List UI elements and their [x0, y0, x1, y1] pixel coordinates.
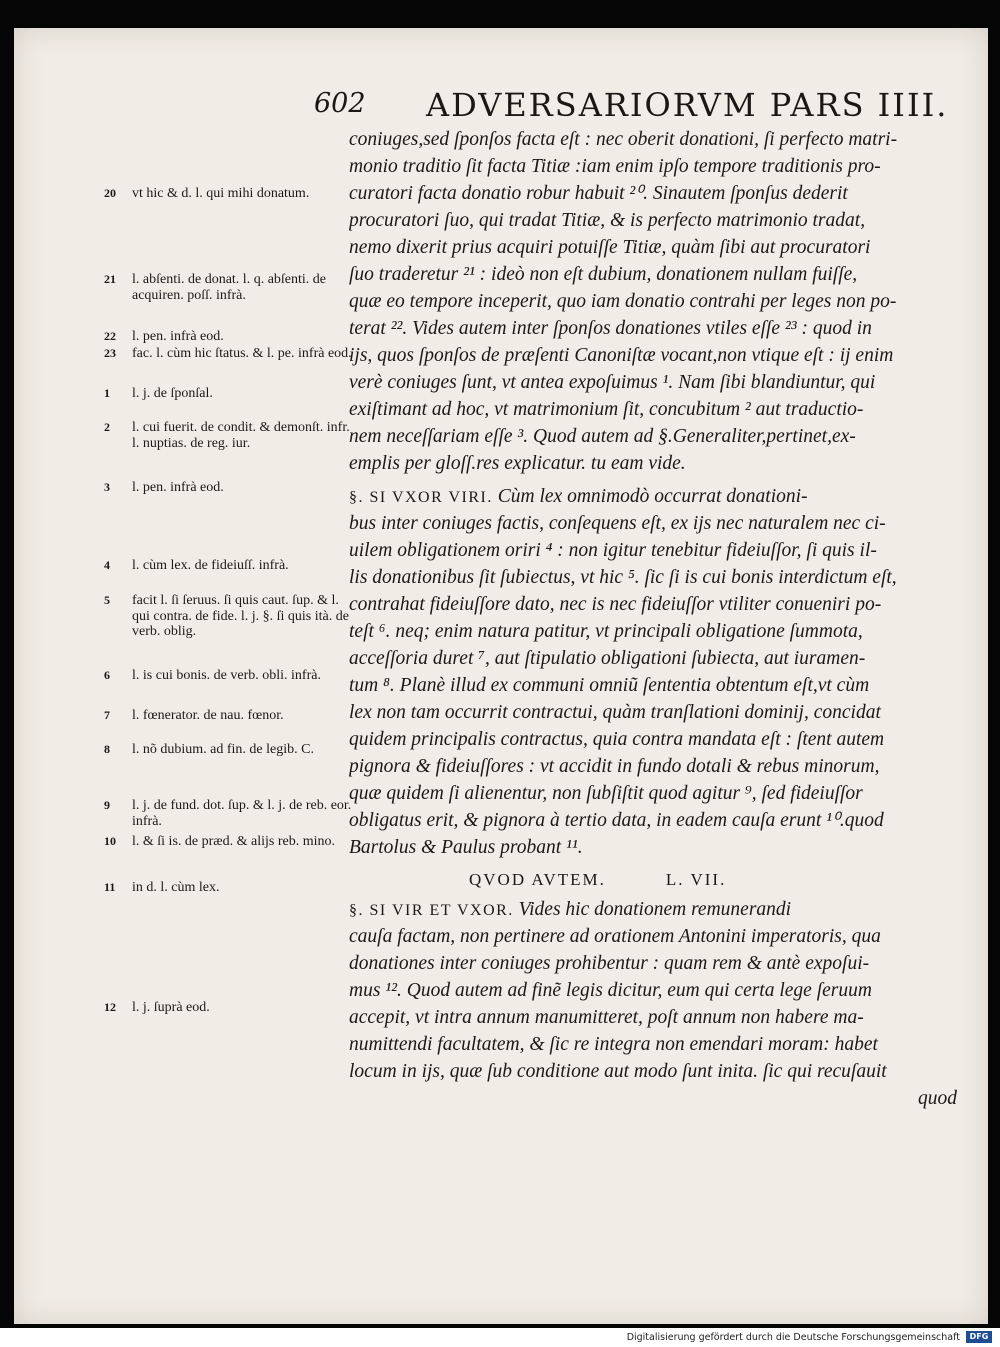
note-text: l. pen. infrà eod.	[132, 480, 224, 495]
text-line: uilem obligationem oriri ⁴ : non igitur tenebitur fideiuſſor, ſi quis il-	[349, 540, 877, 561]
note-number: 6	[104, 668, 110, 682]
text-line: cauſa factam, non pertinere ad orationem Antonini imperatoris, qua	[349, 926, 881, 947]
margin-note	[104, 880, 354, 896]
note-number: 11	[104, 880, 116, 894]
section-first-line	[349, 896, 967, 923]
heading-left: QVOD AVTEM.	[469, 870, 606, 889]
note-text: l. cui fuerit. de condit. & demonſt. infr. l. nuptias. de reg. iur.	[132, 420, 350, 451]
text-line: bus inter coniuges factis, conſequens eſt, ex ijs nec naturalem nec ci-	[349, 513, 886, 534]
margin-note	[104, 708, 354, 724]
note-text: l. j. de ſponſal.	[132, 386, 213, 401]
note-text: vt hic & d. l. qui mihi donatum.	[132, 186, 310, 201]
section-first-line-text: Cùm lex omnimodò occurrat donationi-	[492, 486, 808, 507]
note-number: 3	[104, 480, 110, 494]
margin-note	[104, 798, 354, 829]
text-line: emplis per gloſſ.res explicatur. tu eam vide.	[349, 453, 686, 474]
margin-note	[104, 742, 354, 758]
text-line: pignora & fideiuſſores : vt accidit in fundo dotali & rebus minorum,	[349, 756, 880, 777]
text-line: procuratori ſuo, qui tradat Titiæ, & is perfecto matrimonio tradat,	[349, 210, 866, 231]
note-text: fac. l. cùm hic ſtatus. & l. pe. infrà eod.	[132, 346, 352, 361]
text-line: coniuges,sed ſponſos facta eſt : nec oberit donationi, ſi perfecto matri-	[349, 129, 898, 150]
note-text: l. pen. infrà eod.	[132, 329, 224, 344]
catchword: quod	[918, 1088, 957, 1109]
note-number: 5	[104, 593, 110, 607]
text-line: nemo dixerit prius acquiri potuiſſe Titiæ, quàm ſibi aut procuratori	[349, 237, 871, 258]
note-text: l. cùm lex. de fideiuſſ. infrà.	[132, 558, 289, 573]
section-first-line-text: Vides hic donationem remunerandi	[513, 899, 792, 920]
margin-note	[104, 346, 354, 362]
margin-note	[104, 558, 354, 574]
note-text: l. j. ſuprà eod.	[132, 1000, 210, 1015]
margin-note	[104, 186, 354, 202]
text-line: ſuo traderetur ²¹ : ideò non eſt dubium, donationem nullam fuiſſe,	[349, 264, 858, 285]
book-page	[14, 28, 988, 1324]
text-line: donationes inter coniuges prohibentur : quam rem & antè expoſui-	[349, 953, 870, 974]
text-line: obligatus erit, & pignora à tertio data, in eadem cauſa erunt ¹⁰.quod	[349, 810, 884, 831]
text-line: quæ quidem ſi alienentur, non ſubſiſtit quod agitur ⁹, ſed fideiuſſor	[349, 783, 863, 804]
note-text: l. fœnerator. de nau. fœnor.	[132, 708, 284, 723]
text-line: terat ²². Vides autem inter ſponſos donationes vtiles eſſe ²³ : quod in	[349, 318, 872, 339]
margin-notes	[14, 28, 354, 1324]
text-line: teſt ⁶. neq; enim natura patitur, vt principali obligatione ſummota,	[349, 621, 863, 642]
margin-note	[104, 329, 354, 345]
section-first-line	[349, 483, 967, 510]
note-number: 9	[104, 798, 110, 812]
text-line: lex non tam occurrit contractui, quàm tranſlationi dominij, concidat	[349, 702, 881, 723]
note-number: 21	[104, 272, 116, 286]
note-text: l. & ſi is. de præd. & alijs reb. mino.	[132, 834, 335, 849]
footer-credit: Digitalisierung gefördert durch die Deutsche Forschungsgemeinschaft	[626, 1332, 960, 1343]
page-number: 602	[314, 88, 366, 119]
note-number: 10	[104, 834, 116, 848]
text-line: mus ¹². Quod autem ad finẽ legis dicitur, eum qui certa lege ſeruum	[349, 980, 872, 1001]
margin-note	[104, 593, 354, 640]
margin-note	[104, 834, 354, 850]
text-line: ijs, quos ſponſos de præſenti Canoniſtæ vocant,non vtique eſt : ij enim	[349, 345, 894, 366]
section-lead: §. SI VXOR VIRI.	[349, 489, 493, 506]
margin-note	[104, 386, 354, 402]
text-line: accepit, vt intra annum manumitteret, poſt annum non habere ma-	[349, 1007, 864, 1028]
note-number: 7	[104, 708, 110, 722]
note-number: 1	[104, 386, 110, 400]
text-line: lis donationibus ſit ſubiectus, vt hic ⁵. ſic ſi is cui bonis interdictum eſt,	[349, 567, 897, 588]
note-number: 8	[104, 742, 110, 756]
note-number: 23	[104, 346, 116, 360]
body-text	[349, 126, 967, 1112]
margin-note	[104, 480, 354, 496]
note-text: l. nõ dubium. ad fin. de legib. C.	[132, 742, 314, 757]
margin-note	[104, 1000, 354, 1016]
text-line: contrahat fideiuſſore dato, nec is nec fideiuſſor vtiliter conueniri po-	[349, 594, 882, 615]
note-text: facit l. ſi ſeruus. ſi quis caut. ſup. & l. qui contra. de fide. l. j. §. ſi quis ità. de verb. oblig.	[132, 593, 349, 639]
text-line: tum ⁸. Planè illud ex communi omniũ ſententia obtentum eſt,vt cùm	[349, 675, 870, 696]
digitization-footer	[0, 1328, 1000, 1347]
text-line: verè coniuges ſunt, vt antea expoſuimus ¹. Nam ſibi blandiuntur, qui	[349, 372, 876, 393]
heading-right: L. VII.	[665, 870, 727, 889]
margin-note	[104, 668, 354, 684]
note-number: 12	[104, 1000, 116, 1014]
text-line: curatori facta donatio robur habuit ²⁰. Sinautem ſponſus dederit	[349, 183, 848, 204]
section-heading	[349, 866, 967, 893]
text-line: monio traditio ſit facta Titiæ :iam enim ipſo tempore traditionis pro-	[349, 156, 881, 177]
text-line: quidem principalis contractus, quia contra mandata eſt : ſtent autem	[349, 729, 885, 750]
dfg-logo-icon: DFG	[966, 1331, 992, 1343]
note-number: 2	[104, 420, 110, 434]
text-line: acceſſoria duret ⁷, aut ſtipulatio obligationi ſubiecta, aut iuramen-	[349, 648, 866, 669]
note-number: 4	[104, 558, 110, 572]
note-text: in d. l. cùm lex.	[132, 880, 220, 895]
margin-note	[104, 420, 354, 451]
text-line: numittendi facultatem, & ſic re integra non emendari moram: habet	[349, 1034, 878, 1055]
section-lead: §. SI VIR ET VXOR.	[349, 902, 514, 919]
text-line: Bartolus & Paulus probant ¹¹.	[349, 837, 583, 858]
running-title: ADVERSARIORVM PARS IIII.	[426, 86, 949, 124]
note-text: l. is cui bonis. de verb. obli. infrà.	[132, 668, 321, 683]
page-header	[314, 86, 949, 128]
text-line: nem neceſſariam eſſe ³. Quod autem ad §.Generaliter,pertinet,ex-	[349, 426, 856, 447]
text-line: quæ eo tempore inceperit, quo iam donatio contrahi per leges non po-	[349, 291, 897, 312]
note-number: 22	[104, 329, 116, 343]
note-text: l. abſenti. de donat. l. q. abſenti. de acquiren. poſſ. infrà.	[132, 272, 327, 303]
text-line: exiſtimant ad hoc, vt matrimonium ſit, concubitum ² aut traductio-	[349, 399, 864, 420]
note-text: l. j. de fund. dot. ſup. & l. j. de reb. eor. infrà.	[132, 798, 352, 829]
note-number: 20	[104, 186, 116, 200]
text-line: locum in ijs, quæ ſub conditione aut modo ſunt inita. ſic qui recuſauit	[349, 1061, 887, 1082]
margin-note	[104, 272, 354, 303]
